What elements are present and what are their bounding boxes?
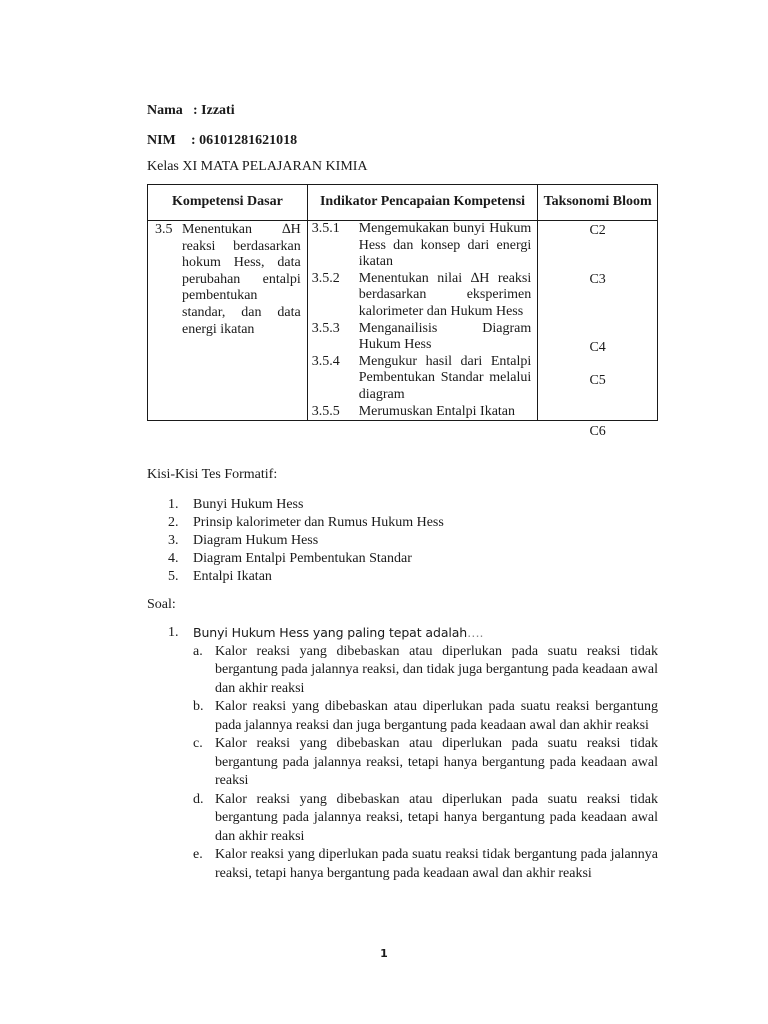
answer-option [168,643,658,699]
bloom-level: C3 [589,272,606,287]
option-letter: a. [193,643,203,659]
list-number: 5. [168,569,179,584]
question-dots: …. [467,625,484,640]
list-item [168,514,444,532]
bloom-level: C6 [589,424,606,439]
list-number: 1. [168,497,179,512]
indicator-number: 3.5.3 [311,320,340,336]
list-item [168,532,444,550]
option-letter: c. [193,736,203,751]
class-subject-line: Kelas XI MATA PELAJARAN KIMIA [147,159,368,174]
bloom-level: C5 [589,373,606,388]
indicator-item [308,354,538,404]
indicator-text: Merumuskan Entalpi Ikatan [358,403,516,419]
indicator-number: 3.5.4 [311,353,340,369]
option-letter: b. [193,699,204,714]
option-text: Kalor reaksi yang dibebaskan atau diperlukan pada suatu reaksi tidak bergantung pada jalannya reaksi, dan tidak juga bergantung pada keadaan awal dan akhir reaksi [215,643,658,696]
answer-option [168,735,658,791]
bloom-level: C4 [589,340,606,355]
indicator-text: Mengemukakan bunyi Hukum Hess dan konsep dari energi ikatan [358,221,532,270]
option-text: Kalor reaksi yang dibebaskan atau diperlukan pada suatu reaksi tidak bergantung pada jalannya reaksi, tetapi hanya bergantung pada keadaan awal reaksi [215,736,658,788]
header-indikator: Indikator Pencapaian Kompetensi [307,185,538,221]
indicator-text: Menganailisis Diagram Hukum Hess [358,320,532,353]
kd-cell [148,221,308,421]
answer-option [168,846,658,883]
question-number: 1. [168,625,179,640]
header-taksonomi: Taksonomi Bloom [538,185,658,221]
list-text: Diagram Hukum Hess [193,533,319,548]
question-1 [168,624,658,883]
nim-row [147,133,297,149]
indicator-item [308,321,538,354]
table-row [148,221,658,421]
kd-number: 3.5 [155,222,173,237]
answer-option [168,791,658,847]
question-text [193,624,483,643]
question-stem [168,624,658,643]
soal-title: Soal: [147,597,176,612]
list-number: 3. [168,533,179,548]
option-letter: d. [193,791,204,807]
list-text: Entalpi Ikatan [193,569,272,584]
bloom-level: C2 [589,223,606,238]
list-text: Prinsip kalorimeter dan Rumus Hukum Hess [193,515,444,530]
question-stem-text: Bunyi Hukum Hess yang paling tepat adalah [193,625,468,640]
indicator-item [308,271,538,321]
option-text: Kalor reaksi yang dibebaskan atau diperlukan pada suatu reaksi tidak bergantung pada jalannya reaksi, tetapi hanya bergantung pada keadaan awal dan akhir reaksi [215,791,658,844]
name-row [147,103,235,119]
name-label: Nama [147,103,183,118]
list-number: 2. [168,515,179,530]
table-header-row [148,185,658,221]
answer-option [168,698,658,735]
bloom-cell [538,221,658,439]
option-letter: e. [193,847,203,862]
indicator-cell [307,221,538,421]
kd-text: Menentukan ∆H reaksi berdasarkan hokum Hess, data perubahan entalpi pembentukan standar, dan data energi ikatan [182,222,301,337]
indicator-number: 3.5.5 [311,403,340,419]
list-text: Bunyi Hukum Hess [193,497,304,512]
indicator-number: 3.5.2 [311,270,340,286]
option-text: Kalor reaksi yang dibebaskan atau diperlukan pada suatu reaksi bergantung pada jalannya reaksi dan juga bergantung pada keadaan awal dan akhir reaksi [215,699,658,733]
indicator-number: 3.5.1 [311,221,340,236]
page-number: 1 [380,947,388,960]
indicator-text: Menentukan nilai ∆H reaksi berdasarkan eksperimen kalorimeter dan Hukum Hess [358,270,532,319]
kisi-title: Kisi-Kisi Tes Formatif: [147,467,278,482]
list-number: 4. [168,551,179,566]
list-text: Diagram Entalpi Pembentukan Standar [193,551,412,566]
nim-label: NIM [147,133,176,148]
name-value: : Izzati [193,103,235,118]
indicator-text: Mengukur hasil dari Entalpi Pembentukan Standar melalui diagram [358,353,532,402]
option-text: Kalor reaksi yang diperlukan pada suatu reaksi tidak bergantung pada jalannya reaksi, tetapi hanya bergantung pada keadaan awal dan akhir reaksi [215,847,658,881]
list-item [168,550,444,568]
list-item [168,568,444,586]
indicator-item [308,221,538,271]
competency-table [147,184,658,439]
list-item [168,496,444,514]
header-kompetensi-dasar: Kompetensi Dasar [148,185,308,221]
kisi-list [168,496,444,586]
nim-value: : 06101281621018 [191,133,298,148]
indicator-item [308,404,538,421]
